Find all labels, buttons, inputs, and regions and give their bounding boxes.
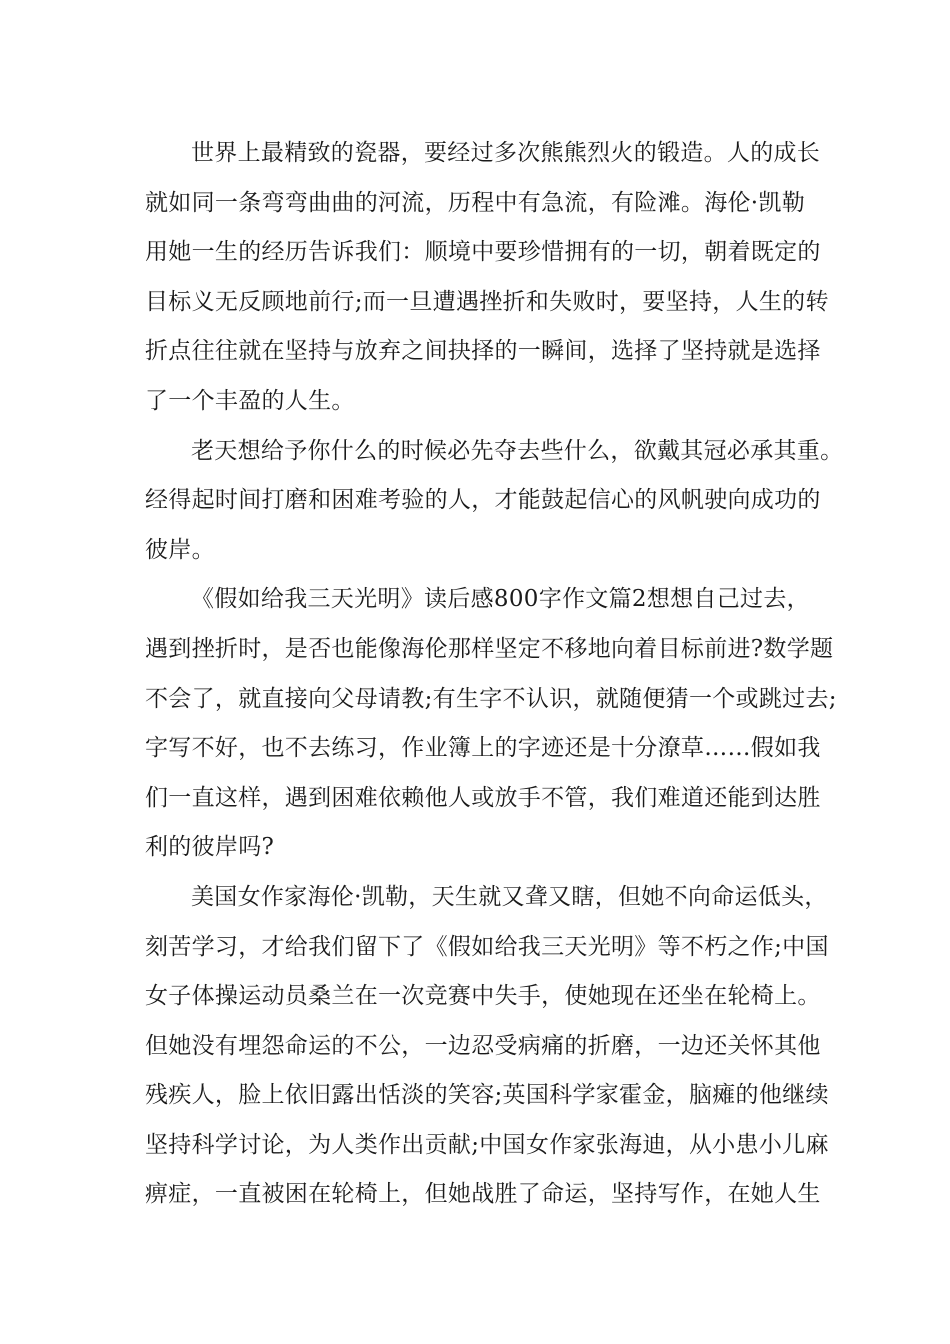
text-line: 坚持科学讨论，为人类作出贡献;中国女作家张海迪，从小患小儿麻 bbox=[145, 1131, 829, 1158]
text-line: 痹症，一直被困在轮椅上，但她战胜了命运，坚持写作，在她人生 bbox=[145, 1181, 821, 1208]
text-line: 们一直这样，遇到困难依赖他人或放手不管，我们难道还能到达胜 bbox=[145, 784, 821, 811]
text-line: 但她没有埋怨命运的不公，一边忍受病痛的折磨，一边还关怀其他 bbox=[145, 1032, 821, 1059]
text-line: 老天想给予你什么的时候必先夺去些什么，欲戴其冠必承其重。 bbox=[191, 437, 844, 464]
text-line: 折点往往就在坚持与放弃之间抉择的一瞬间，选择了坚持就是选择 bbox=[145, 338, 821, 365]
text-line: 刻苦学习，才给我们留下了《假如给我三天光明》等不朽之作;中国 bbox=[145, 933, 829, 960]
text-line: 遇到挫折时，是否也能像海伦那样坚定不移地向着目标前进?数学题 bbox=[145, 635, 834, 662]
document-body bbox=[0, 129, 950, 1220]
text-line: 世界上最精致的瓷器，要经过多次熊熊烈火的锻造。人的成长 bbox=[191, 140, 821, 166]
text-line: 《假如给我三天光明》读后感800字作文篇2想想自己过去， bbox=[191, 586, 810, 613]
text-line: 女子体操运动员桑兰在一次竞赛中失手，使她现在还坐在轮椅上。 bbox=[145, 983, 821, 1010]
text-line: 彼岸。 bbox=[145, 536, 215, 563]
text-line: 字写不好，也不去练习，作业簿上的字迹还是十分潦草……假如我 bbox=[145, 735, 821, 762]
text-line: 经得起时间打磨和困难考验的人，才能鼓起信心的风帆驶向成功的 bbox=[145, 487, 821, 514]
text-line: 利的彼岸吗? bbox=[145, 834, 275, 861]
text-line: 了一个丰盈的人生。 bbox=[145, 387, 355, 414]
text-line: 目标义无反顾地前行;而一旦遭遇挫折和失败时，要坚持，人生的转 bbox=[145, 288, 829, 315]
text-line: 就如同一条弯弯曲曲的河流，历程中有急流，有险滩。海伦·凯勒 bbox=[145, 189, 806, 216]
text-line: 用她一生的经历告诉我们：顺境中要珍惜拥有的一切，朝着既定的 bbox=[145, 239, 821, 266]
text-line: 美国女作家海伦·凯勒，天生就又聋又瞎，但她不向命运低头， bbox=[191, 883, 828, 910]
text-line: 不会了，就直接向父母请教;有生字不认识，就随便猜一个或跳过去; bbox=[145, 685, 837, 712]
text-line: 残疾人，脸上依旧露出恬淡的笑容;英国科学家霍金，脑瘫的他继续 bbox=[145, 1082, 829, 1109]
